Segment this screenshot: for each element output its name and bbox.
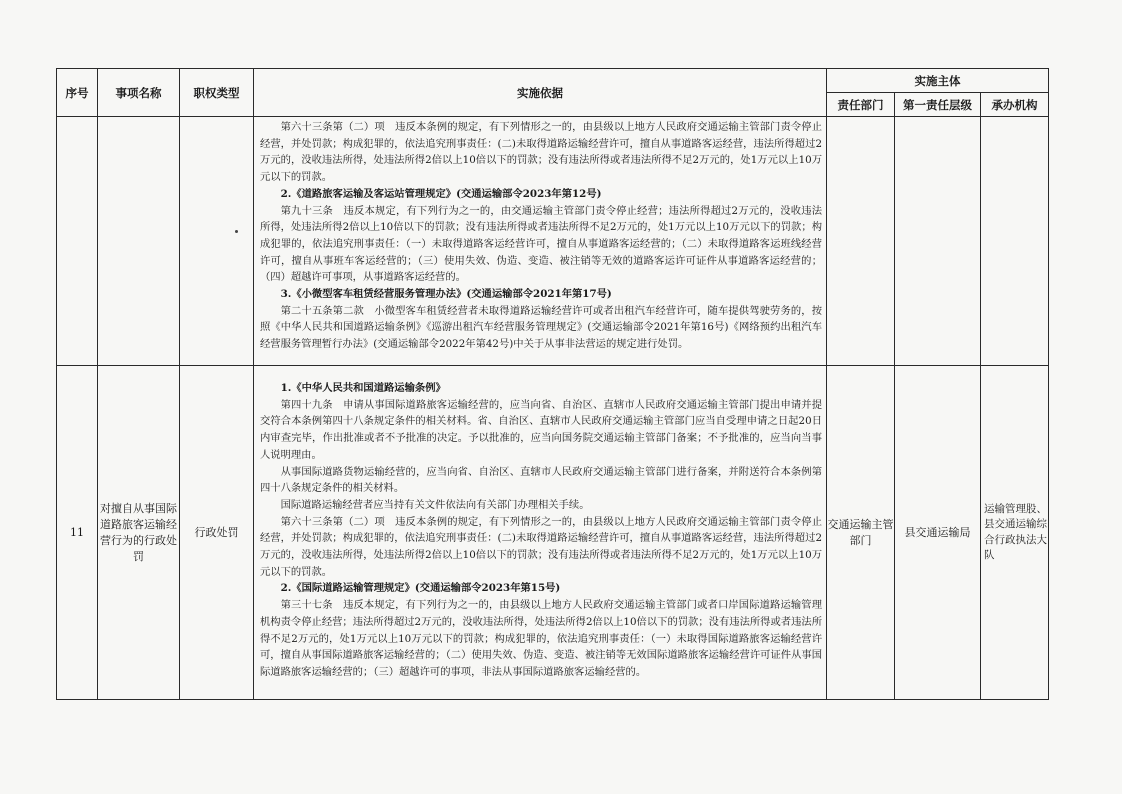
row1-seq-cell [57,117,98,366]
row2-dept: 交通运输主管部门 [827,366,895,700]
header-basis: 实施依据 [254,69,827,117]
enforcement-table [56,68,1049,700]
header-agency: 承办机构 [981,93,1049,117]
article-paragraph: 国际道路运输经营者应当持有关文件依法向有关部门办理相关手续。 [280,498,590,511]
row1-name-cell [98,117,180,366]
article-paragraph: 第二十五条第二款 小微型客车租赁经营者未取得道路运输经营许可或者出租汽车经营许可，随车提供驾驶劳务的，按照《中华人民共和国道路运输条例》《巡游出租汽车经营服务管理规定》(交通运输部令2021年第16号)《网络预约出租汽车经营服务管理暂行办法》(交通运输部令2022年第42号)中关于从事非法营运的规定进行处罚。 [260,304,822,351]
table-row [57,366,1049,700]
row1-basis-text [260,119,822,353]
row1-basis-cell [254,117,827,366]
article-paragraph: 第九十三条 违反本规定，有下列行为之一的，由交通运输主管部门责令停止经营；违法所得超过2万元的，没收违法所得，处违法所得2倍以上10倍以下的罚款；没有违法所得或者违法所得不足2万元的，处1万元以上10万元以下的罚款；构成犯罪的，依法追究刑事责任：（一）未取得道路客运经营许可，擅自从事道路客运经营的；（二）未取得道路客运班线经营许可，擅自从事班车客运经营的；（三）使用失效、伪造、变造、被注销等无效的道路客运许可证件从事道路客运经营的；（四）超越许可事项，从事道路客运经营的。 [260,204,822,284]
row2-level: 县交通运输局 [895,366,981,700]
law-title: 3.《小微型客车租赁经营服务管理办法》(交通运输部令2021年第17号) [280,288,612,301]
row2-seq-cell: 11 [57,366,98,700]
article-paragraph: 第六十三条第（二）项 违反本条例的规定，有下列情形之一的，由县级以上地方人民政府交通运输主管部门责令停止经营，并处罚款；构成犯罪的，依法追究刑事责任：(二)未取得道路运输经营许可，擅自从事道路客运经营，违法所得超过2万元的，没收违法所得，处违法所得2倍以上10倍以下的罚款；没有违法所得或者违法所得不足2万元的，处1万元以上10万元以下的罚款。 [260,121,822,184]
row1-type-cell [180,117,254,366]
header-seq: 序号 [57,69,98,117]
header-power-type: 职权类型 [180,69,254,117]
header-subject: 实施主体 [827,69,1049,93]
article-paragraph: 第三十七条 违反本规定，有下列行为之一的，由县级以上地方人民政府交通运输主管部门或者口岸国际道路运输管理机构责令停止经营；违法所得超过2万元的，没收违法所得，处违法所得2倍以上10倍以下的罚款；没有违法所得或者违法所得不足2万元的，处1万元以上10万元以下的罚款；构成犯罪的，依法追究刑事责任：（一）未取得国际道路旅客运输经营许可，擅自从事国际道路旅客运输经营的；（二）使用失效、伪造、变造、被注销等无效国际道路旅客运输经营许可证件从事国际道路旅客运输经营的；（三）超越许可的事项，非法从事国际道路旅客运输经营的。 [260,599,822,678]
article-paragraph: 第四十九条 申请从事国际道路旅客运输经营的，应当向省、自治区、直辖市人民政府交通运输主管部门提出申请并提交符合本条例第四十八条规定条件的相关材料。省、自治区、直辖市人民政府交通运输主管部门应当自受理申请之日起20日内审查完毕，作出批准或者不予批准的决定。予以批准的，应当向国务院交通运输主管部门备案；不予批准的，应当向当事人说明理由。 [260,398,822,461]
scan-speck [235,230,238,233]
row1-level-cell [895,117,981,366]
row1-dept-cell [827,117,895,366]
row2-power-type: 行政处罚 [180,366,254,700]
article-paragraph: 从事国际道路货物运输经营的，应当向省、自治区、直辖市人民政府交通运输主管部门进行备案，并附送符合本条例第四十八条规定条件的相关材料。 [260,465,822,495]
row2-basis-text [260,380,822,681]
law-title: 2.《道路旅客运输及客运站管理规定》(交通运输部令2023年第12号) [280,187,602,200]
law-title: 1.《中华人民共和国道路运输条例》 [280,382,446,394]
row1-agency-cell [981,117,1049,366]
row2-item-name: 对擅自从事国际道路旅客运输经营行为的行政处罚 [98,366,180,700]
header-item-name: 事项名称 [98,69,180,117]
header-dept: 责任部门 [827,93,895,117]
article-paragraph: 第六十三条第（二）项 违反本条例的规定，有下列情形之一的，由县级以上地方人民政府交通运输主管部门责令停止经营，并处罚款；构成犯罪的，依法追究刑事责任：(二)未取得道路运输经营许可，擅自从事道路客运经营，违法所得超过2万元的，没收违法所得，处违法所得2倍以上10倍以下的罚款；没有违法所得或者违法所得不足2万元的，处1万元以上10万元以下的罚款。 [260,515,822,578]
header-level: 第一责任层级 [895,93,981,117]
law-title: 2.《国际道路运输管理规定》(交通运输部令2023年第15号) [280,582,561,595]
row2-agency: 运输管理股、县交通运输综合行政执法大队 [981,366,1049,700]
table-row [57,117,1049,366]
row2-basis-cell [254,366,827,700]
